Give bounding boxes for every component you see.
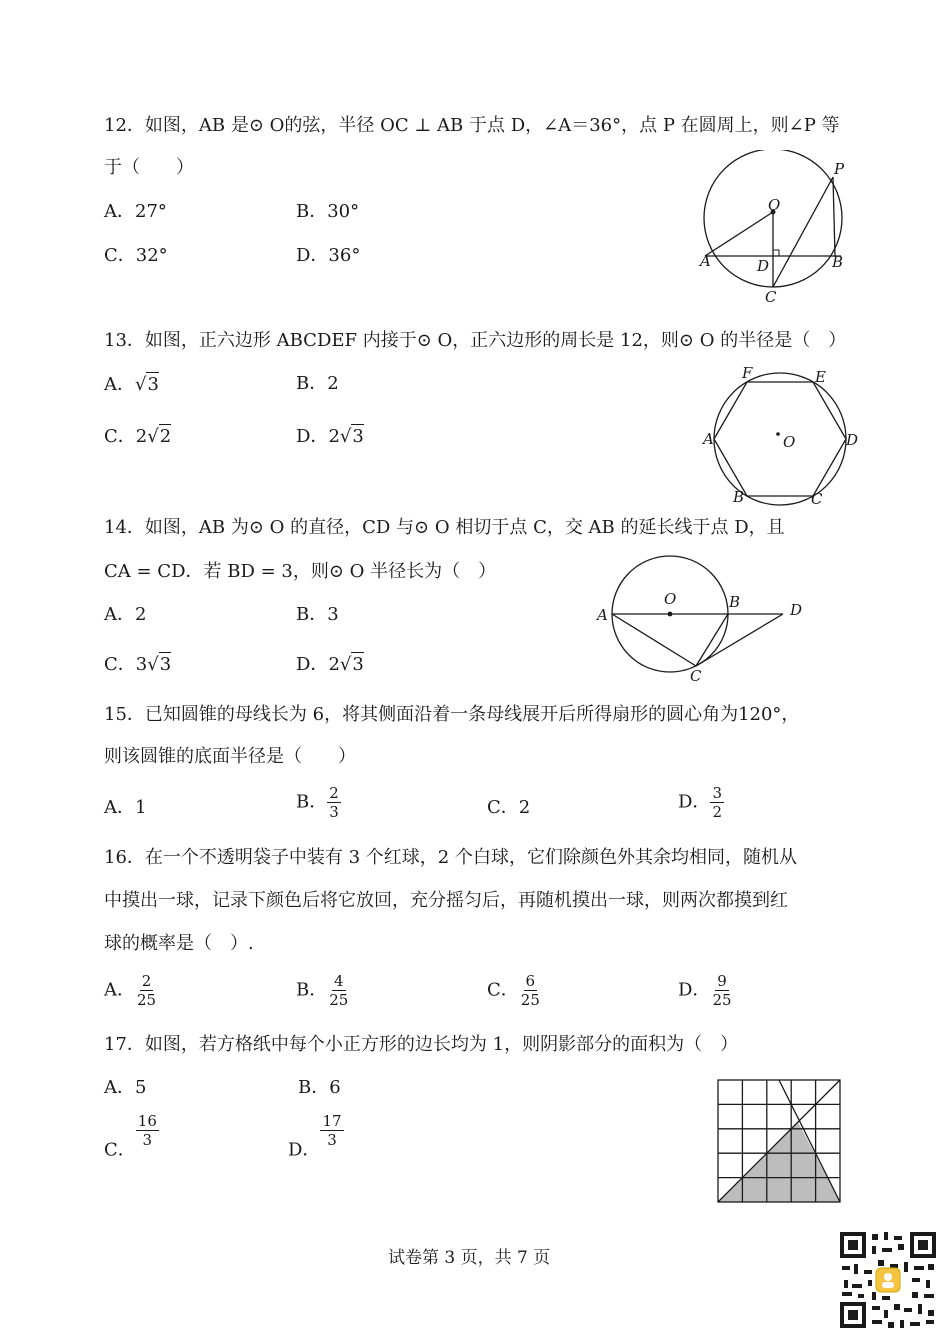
q13-option-b: B．2 <box>296 373 339 394</box>
q13-label-d: D <box>846 431 859 449</box>
q17-option-d <box>288 1112 344 1163</box>
q12-option-b: B．30° <box>296 201 360 222</box>
q15-option-d <box>678 784 724 821</box>
page-footer: 试卷第 3 页，共 7 页 <box>388 1248 551 1268</box>
q14-stem-line1: 14．如图，AB 为⊙ O 的直径，CD 与⊙ O 相切于点 C，交 AB 的延长线于点 D，且 <box>104 517 785 538</box>
q14-option-b: B．3 <box>296 604 339 625</box>
q13-option-d-prefix: D． <box>296 426 329 447</box>
q13-option-c-radicand: 2 <box>159 426 172 447</box>
q13-label-f: F <box>742 364 753 382</box>
q17-option-b: B．6 <box>298 1077 341 1098</box>
q16-option-d-denominator: 25 <box>712 991 732 1009</box>
q12-label-d: D <box>757 257 770 275</box>
q12-option-a: A．27° <box>104 201 167 222</box>
q17-option-c-fraction <box>136 1112 159 1149</box>
q13-option-d <box>296 424 364 449</box>
q14-option-c-coef: 3 <box>135 654 148 675</box>
q15-option-b-numerator: 2 <box>329 784 339 802</box>
q14-option-d-coef: 2 <box>328 654 340 675</box>
q14-option-c-prefix: C． <box>104 654 136 675</box>
q12-option-c: C．32° <box>104 245 168 266</box>
q14-figure <box>590 550 815 690</box>
q14-option-c <box>104 652 171 677</box>
q16-option-d-numerator: 9 <box>717 972 727 990</box>
q13-stem: 13．如图，正六边形 ABCDEF 内接于⊙ O，正六边形的周长是 12，则⊙ O 的半径是（ ） <box>104 330 847 351</box>
q16-option-c-denominator: 25 <box>520 991 540 1009</box>
q14-label-b: B <box>729 593 741 611</box>
q13-option-a-prefix: A． <box>104 374 135 395</box>
q16-option-c <box>487 972 542 1009</box>
sqrt-icon: √ <box>147 426 159 447</box>
q17-grid-figure <box>716 1078 844 1206</box>
q14-option-d-radicand: 3 <box>352 654 364 675</box>
q15-option-d-prefix: D． <box>678 791 711 813</box>
q17-option-c-prefix: C． <box>104 1139 136 1161</box>
q15-option-d-numerator: 3 <box>712 784 722 802</box>
q14-option-d-prefix: D． <box>296 654 329 675</box>
q16-option-a-fraction <box>135 972 158 1009</box>
q12-label-b: B <box>832 253 844 271</box>
q12-figure <box>690 150 860 310</box>
q12-label-c: C <box>765 288 777 306</box>
q17-option-d-prefix: D． <box>288 1139 321 1161</box>
q16-option-b-fraction <box>327 972 350 1009</box>
q16-option-b-numerator: 4 <box>334 972 344 990</box>
q16-option-b-prefix: B． <box>296 979 328 1001</box>
q13-option-c <box>104 424 171 449</box>
q17-option-c <box>104 1112 159 1163</box>
q15-option-a: A．1 <box>104 797 147 818</box>
q16-option-a <box>104 972 158 1009</box>
q17-option-c-denominator: 3 <box>142 1131 153 1149</box>
q12-label-p: P <box>834 160 845 178</box>
qr-code-icon[interactable] <box>838 1230 938 1330</box>
q17-shaded-triangle <box>718 1122 840 1202</box>
q12-label-o: O <box>768 196 781 214</box>
q15-option-c: C．2 <box>487 797 531 818</box>
q13-circle <box>714 373 846 505</box>
q13-option-d-radicand: 3 <box>352 426 364 447</box>
sqrt-icon: √ <box>147 654 159 675</box>
q16-option-d-fraction <box>710 972 733 1009</box>
q15-option-b-fraction <box>327 784 341 821</box>
q15-stem-line1: 15．已知圆锥的母线长为 6，将其侧面沿着一条母线展开后所得扇形的圆心角为120°， <box>104 704 800 725</box>
q14-stem-line2: CA = CD．若 BD = 3，则⊙ O 半径长为（ ） <box>104 561 497 582</box>
q16-option-d-prefix: D． <box>678 979 711 1001</box>
q17-option-c-numerator: 16 <box>137 1112 157 1130</box>
q14-option-d <box>296 652 364 677</box>
q16-stem-line3: 球的概率是（ ）. <box>104 933 254 954</box>
q15-option-b-denominator: 3 <box>329 803 339 821</box>
q16-stem-line2: 中摸出一球，记录下颜色后将它放回，充分摇匀后，再随机摸出一球，则两次都摸到红 <box>104 890 788 911</box>
q16-option-c-fraction <box>519 972 542 1009</box>
q16-option-c-numerator: 6 <box>525 972 536 990</box>
q16-stem-line1: 16．在一个不透明袋子中装有 3 个红球，2 个白球，它们除颜色外其余均相同，随机从 <box>104 847 797 868</box>
q15-option-b <box>296 784 341 821</box>
q14-label-c: C <box>690 667 702 685</box>
q13-option-d-coef: 2 <box>328 426 340 447</box>
q16-option-a-prefix: A． <box>104 979 135 1001</box>
q16-option-b <box>296 972 350 1009</box>
q14-label-d: D <box>790 601 803 619</box>
sqrt-icon: √ <box>339 426 352 447</box>
q16-option-d <box>678 972 734 1009</box>
q16-option-a-numerator: 2 <box>141 972 152 990</box>
q13-label-e: E <box>815 368 826 386</box>
q13-option-a <box>104 372 159 397</box>
q17-option-d-fraction <box>320 1112 343 1149</box>
q15-stem-line2: 则该圆锥的底面半径是（ ） <box>104 746 356 767</box>
sqrt-icon: √ <box>135 374 147 395</box>
q13-option-a-radicand: 3 <box>147 374 159 395</box>
q13-figure <box>695 360 870 510</box>
sqrt-icon: √ <box>339 654 352 675</box>
q13-label-c: C <box>811 490 823 508</box>
q12-option-d: D．36° <box>296 245 361 266</box>
q12-label-a: A <box>700 252 711 270</box>
q13-label-o: O <box>783 433 796 451</box>
q15-option-d-denominator: 2 <box>712 803 722 821</box>
q16-option-b-denominator: 25 <box>329 991 349 1009</box>
q13-label-b: B <box>733 488 745 506</box>
q13-label-a: A <box>703 430 714 448</box>
q14-label-a: A <box>597 606 608 624</box>
q12-stem-line1: 12．如图，AB 是⊙ O的弦，半径 OC ⊥ AB 于点 D，∠A＝36°，点 P 在圆周上，则∠P 等 <box>104 115 840 136</box>
q16-option-a-denominator: 25 <box>137 991 157 1009</box>
q17-option-d-denominator: 3 <box>327 1131 337 1149</box>
q14-option-a: A．2 <box>104 604 147 625</box>
q15-option-d-fraction <box>710 784 724 821</box>
q16-option-c-prefix: C． <box>487 979 519 1001</box>
q14-option-c-radicand: 3 <box>159 654 172 675</box>
q17-option-d-numerator: 17 <box>322 1112 342 1130</box>
q13-option-c-prefix: C． <box>104 426 136 447</box>
q17-option-a: A．5 <box>104 1077 147 1098</box>
q17-stem: 17．如图，若方格纸中每个小正方形的边长均为 1，则阴影部分的面积为（ ） <box>104 1034 739 1055</box>
q14-label-o: O <box>664 590 677 608</box>
q15-option-b-prefix: B． <box>296 791 328 813</box>
q12-stem-line2: 于（ ） <box>104 157 194 178</box>
q13-option-c-coef: 2 <box>135 426 148 447</box>
